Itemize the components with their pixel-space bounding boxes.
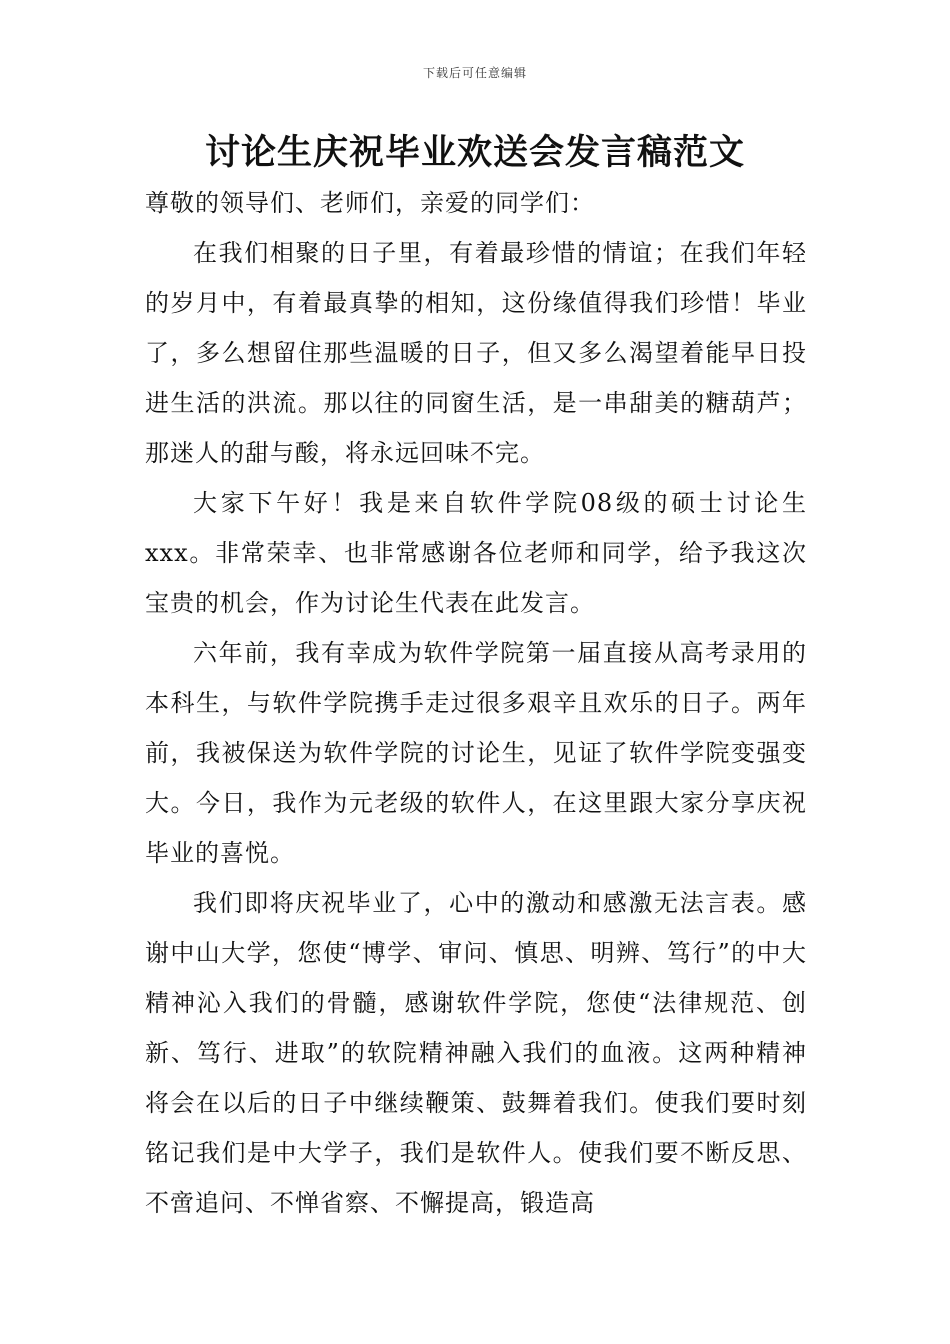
document-title: 讨论生庆祝毕业欢送会发言稿范文 [204, 133, 745, 173]
paragraph-2: 大家下午好！我是来自软件学院08级的硕士讨论生xxx。非常荣幸、也非常感谢各位老师和同学，给予我这次宝贵的机会，作为讨论生代表在此发言。 [145, 489, 807, 617]
header-note: 下载后可任意编辑 [422, 66, 527, 80]
salutation: 尊敬的领导们、老师们，亲爱的同学们： [145, 189, 595, 217]
paragraph-4: 我们即将庆祝毕业了，心中的激动和感激无法言表。感谢中山大学，您使“博学、审问、慎思、明辨、笃行”的中大精神沁入我们的骨髓，感谢软件学院，您使“法律规范、创新、笃行、进取”的软院精神融入我们的血液。这两种精神将会在以后的日子中继续鞭策、鼓舞着我们。使我们要时刻铭记我们是中大学子，我们是软件人。使我们要不断反思、不啻追问、不惮省察、不懈提高，锻造高 [145, 889, 807, 1217]
paragraph-1: 在我们相聚的日子里，有着最珍惜的情谊；在我们年轻的岁月中，有着最真挚的相知，这份缘值得我们珍惜！毕业了，多么想留住那些温暖的日子，但又多么渴望着能早日投进生活的洪流。那以往的同窗生活，是一串甜美的糖葫芦；那迷人的甜与酸，将永远回味不完。 [145, 239, 807, 467]
document-body [145, 178, 807, 1228]
paragraph-3: 六年前，我有幸成为软件学院第一届直接从高考录用的本科生，与软件学院携手走过很多艰辛且欢乐的日子。两年前，我被保送为软件学院的讨论生，见证了软件学院变强变大。今日，我作为元老级的软件人，在这里跟大家分享庆祝毕业的喜悦。 [145, 639, 807, 867]
